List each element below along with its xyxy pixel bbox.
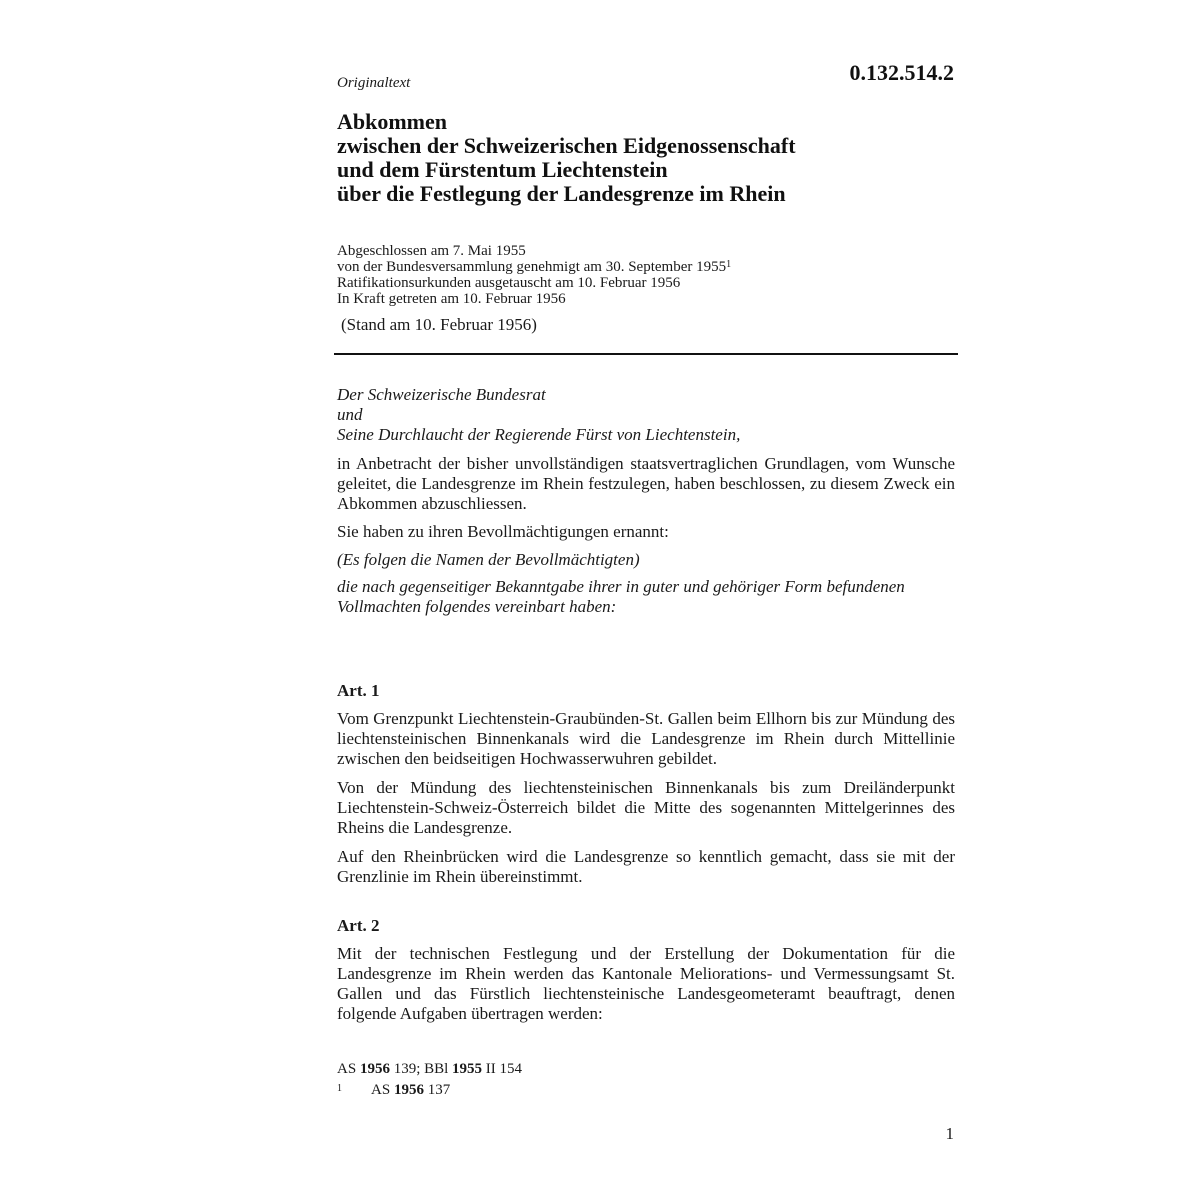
- preamble-paragraph: Sie haben zu ihren Bevollmächtigungen ernannt:: [337, 522, 669, 541]
- status-date: (Stand am 10. Februar 1956): [341, 315, 537, 334]
- footnote-1: 1 AS 1956 137: [337, 1080, 522, 1101]
- article-paragraph: Mit der technischen Festlegung und der Erstellung der Dokumentation für die Landesgrenze im Rhein werden das Kantonale Meliorations- und Vermessungsamt St. Gallen und das Fürstlich liechtensteinische Landesgeometeramt beauftragt, denen folgende Aufgaben übertragen werden:: [337, 944, 955, 1023]
- article-paragraph: Von der Mündung des liechtensteinischen Binnenkanals bis zum Dreiländerpunkt Liechtenstein-Schweiz-Österreich bildet die Mitte des sogenannten Mittelgerinnes des Rheins die Landesgrenze.: [337, 778, 955, 837]
- page-number: 1: [945, 1124, 954, 1143]
- title-line: über die Festlegung der Landesgrenze im Rhein: [337, 181, 786, 206]
- title-line: zwischen der Schweizerischen Eidgenossenschaft: [337, 133, 796, 158]
- divider: [334, 353, 958, 355]
- preamble-paragraph: (Es folgen die Namen der Bevollmächtigten): [337, 550, 640, 569]
- ratified-date: Ratifikationsurkunden ausgetauscht am 10. Februar 1956: [337, 275, 681, 291]
- article-paragraph: Auf den Rheinbrücken wird die Landesgrenze so kenntlich gemacht, dass sie mit der Grenzlinie im Rhein übereinstimmt.: [337, 847, 955, 886]
- party-liechtenstein: Seine Durchlaucht der Regierende Fürst von Liechtenstein,: [337, 425, 741, 444]
- footnote-mark: 1: [337, 1083, 342, 1094]
- article-heading: Art. 1: [337, 681, 380, 700]
- approved-date: von der Bundesversammlung genehmigt am 30. September 1955$^1$: [337, 259, 732, 275]
- party-conjunction: und: [337, 405, 363, 424]
- original-text-label: Originaltext: [337, 75, 411, 91]
- footnote-ref[interactable]: 1: [726, 259, 732, 270]
- title-line: Abkommen: [337, 109, 448, 134]
- preamble-paragraph: die nach gegenseitiger Bekanntgabe ihrer in guter und gehöriger Form befundenen Vollmachten folgendes vereinbart haben:: [337, 577, 905, 616]
- sr-number: 0.132.514.2: [849, 60, 954, 85]
- dates-block: [337, 243, 731, 307]
- source-reference: AS 1956 139; BBl 1955 II 154: [337, 1061, 523, 1077]
- concluded-date: Abgeschlossen am 7. Mai 1955: [337, 243, 526, 259]
- party-switzerland: Der Schweizerische Bundesrat: [337, 385, 546, 404]
- title-line: und dem Fürstentum Liechtenstein: [337, 157, 668, 182]
- footnotes: [337, 1059, 522, 1101]
- article-paragraph: Vom Grenzpunkt Liechtenstein-Graubünden-St. Gallen beim Ellhorn bis zur Mündung des liechtensteinischen Binnenkanals wird die Landesgrenze im Rhein durch Mittellinie zwischen den beidseitigen Hochwasserwuhren gebildet.: [337, 709, 955, 768]
- in-force-date: In Kraft getreten am 10. Februar 1956: [337, 291, 566, 307]
- preamble-parties: [337, 385, 740, 445]
- document-title: [337, 110, 957, 206]
- document-page: [337, 0, 957, 1200]
- preamble-paragraph: in Anbetracht der bisher unvollständigen staatsvertraglichen Grundlagen, vom Wunsche geleitet, die Landesgrenze im Rhein festzulegen, haben beschlossen, zu diesem Zweck ein Abkommen abzuschliessen.: [337, 454, 955, 513]
- article-heading: Art. 2: [337, 916, 380, 935]
